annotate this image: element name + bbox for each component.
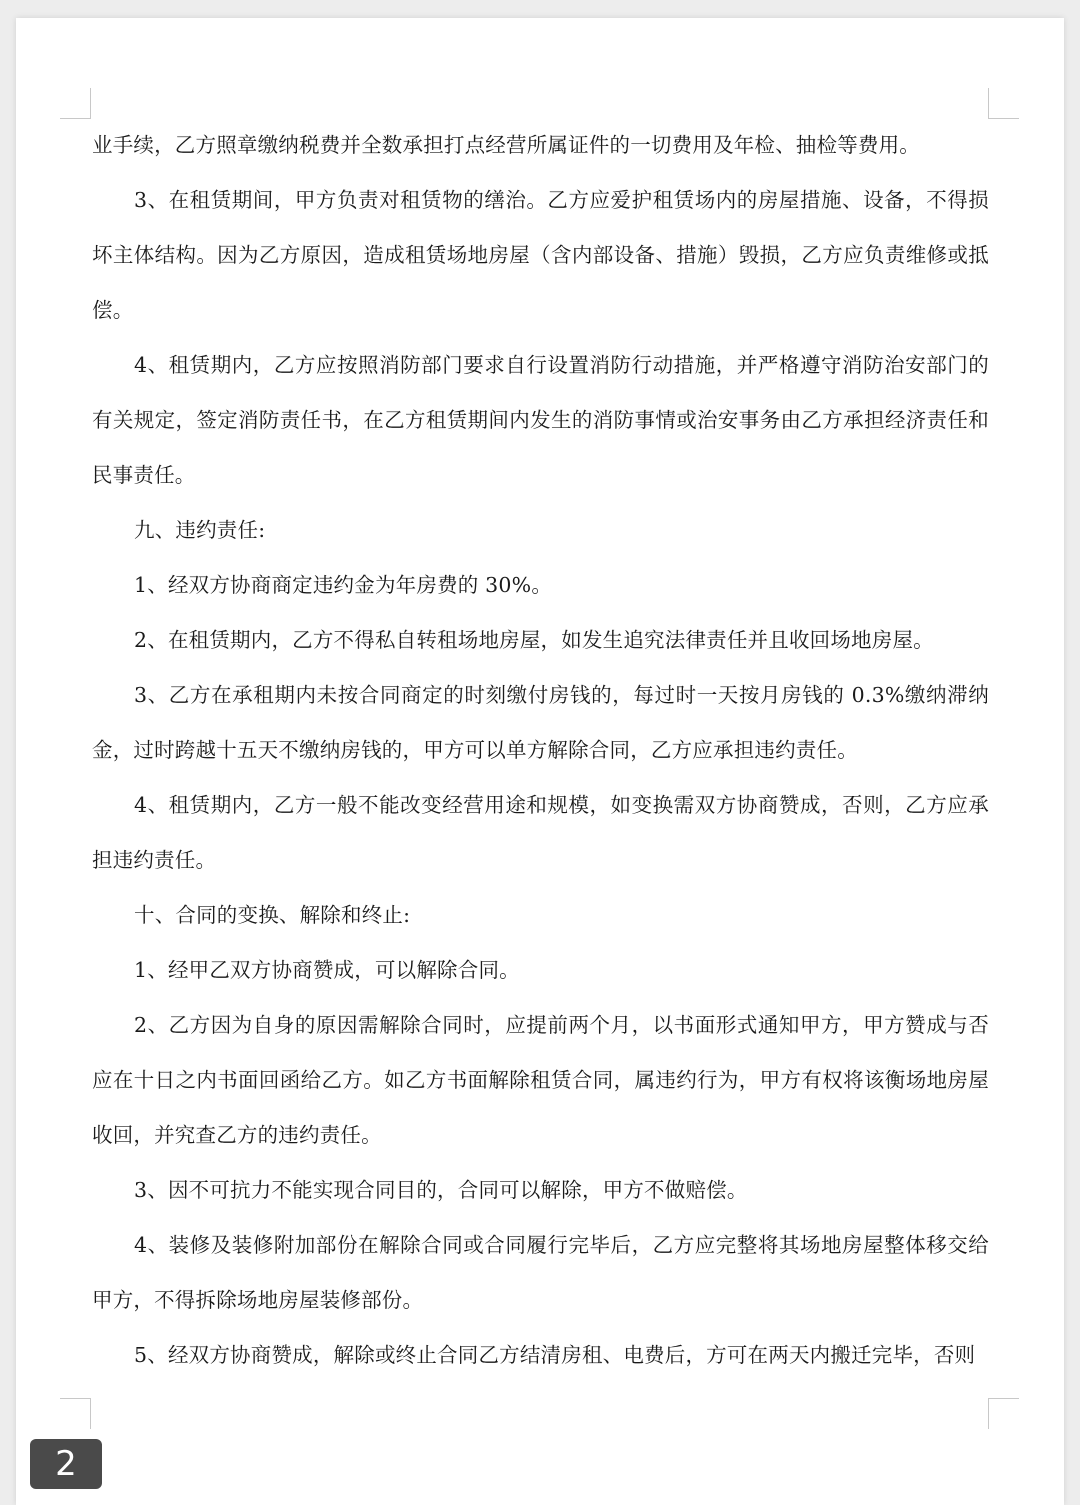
paragraph: 1、经双方协商商定违约金为年房费的 30%。 <box>134 573 553 597</box>
paragraph: 1、经甲乙双方协商赞成，可以解除合同。 <box>134 958 520 982</box>
paragraph: 4、租赁期内，乙方应按照消防部门要求自行设置消防行动措施，并严格遵守消防治安部门的有关规定，签定消防责任书，在乙方租赁期间内发生的消防事情或治安事务由乙方承担经济责任和民事责任。 <box>92 353 989 487</box>
page-number-badge: 2 <box>30 1439 102 1489</box>
paragraph: 业手续，乙方照章缴纳税费并全数承担打点经营所属证件的一切费用及年检、抽检等费用。 <box>92 133 920 157</box>
paragraph: 2、乙方因为自身的原因需解除合同时，应提前两个月，以书面形式通知甲方，甲方赞成与否应在十日之内书面回函给乙方。如乙方书面解除租赁合同，属违约行为，甲方有权将该衡场地房屋收回，并究查乙方的违约责任。 <box>92 1013 989 1147</box>
paragraph: 3、在租赁期间，甲方负责对租赁物的缮治。乙方应爱护租赁场内的房屋措施、设备，不得损坏主体结构。因为乙方原因，造成租赁场地房屋（含内部设备、措施）毁损，乙方应负责维修或抵偿。 <box>92 188 989 322</box>
margin-corner-bottom-left <box>60 1398 91 1429</box>
section-heading: 九、违约责任: <box>134 518 266 542</box>
paragraph: 5、经双方协商赞成，解除或终止合同乙方结清房租、电费后，方可在两天内搬迁完毕，否则 <box>134 1343 976 1367</box>
section-heading: 十、合同的变换、解除和终止: <box>134 903 411 927</box>
margin-corner-bottom-right <box>988 1398 1019 1429</box>
paragraph: 3、乙方在承租期内未按合同商定的时刻缴付房钱的，每过时一天按月房钱的 0.3%缴纳滞纳金，过时跨越十五天不缴纳房钱的，甲方可以单方解除合同，乙方应承担违约责任。 <box>92 683 989 762</box>
paragraph: 2、在租赁期内，乙方不得私自转租场地房屋，如发生追究法律责任并且收回场地房屋。 <box>134 628 934 652</box>
margin-corner-top-right <box>988 88 1019 119</box>
paragraph: 4、装修及装修附加部份在解除合同或合同履行完毕后，乙方应完整将其场地房屋整体移交给甲方，不得拆除场地房屋装修部份。 <box>92 1233 989 1312</box>
document-body <box>92 118 989 1383</box>
paragraph: 3、因不可抗力不能实现合同目的，合同可以解除，甲方不做赔偿。 <box>134 1178 748 1202</box>
margin-corner-top-left <box>60 88 91 119</box>
paragraph: 4、租赁期内，乙方一般不能改变经营用途和规模，如变换需双方协商赞成，否则，乙方应承担违约责任。 <box>92 793 989 872</box>
